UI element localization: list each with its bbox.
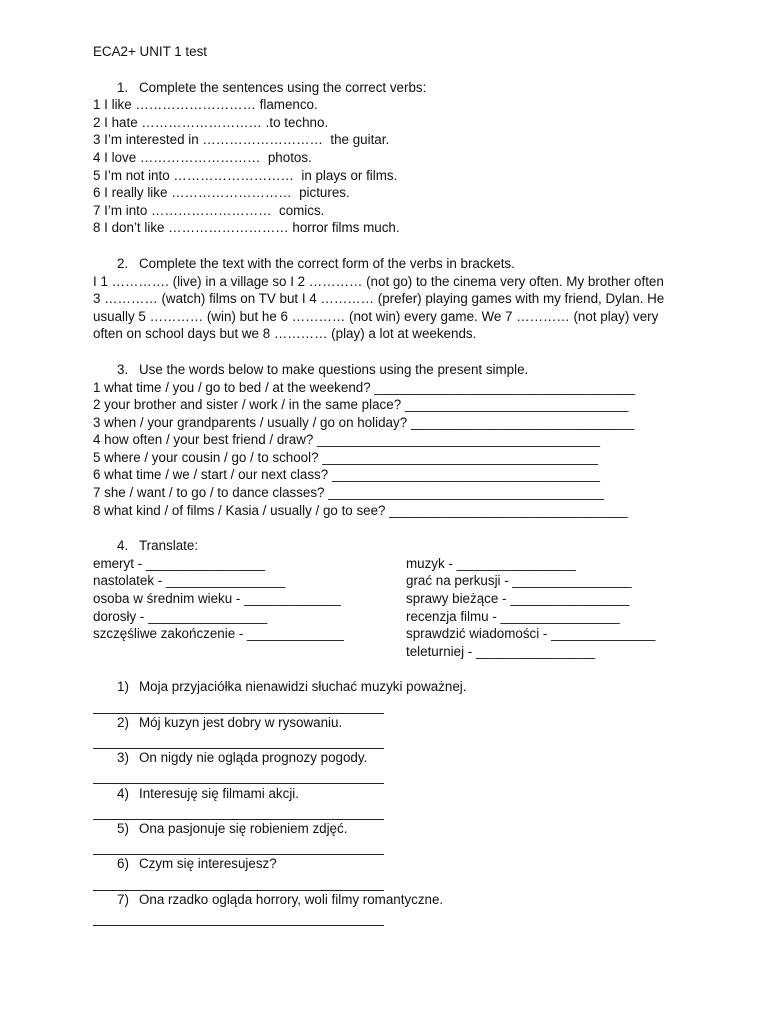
list-item: muzyk - ________________ [406, 555, 576, 571]
translate-left-column [93, 555, 406, 661]
sentence-item [93, 749, 693, 784]
list-item: sprawy bieżące - ________________ [406, 591, 630, 607]
sentence-item [93, 714, 693, 749]
list-item: nastolatek - ________________ [93, 573, 286, 589]
list-item: dorosły - ________________ [93, 608, 268, 624]
translate-right-column [406, 555, 686, 661]
sentence-text: 3) On nigdy nie ogląda prognozy pogody. [117, 750, 368, 766]
section-2-heading: 2. Complete the text with the correct form of the verbs in brackets. [117, 255, 515, 271]
list-item: 1 I like ……………………… flamenco. [93, 97, 318, 113]
section-4 [93, 537, 693, 660]
section-1-heading: 1. Complete the sentences using the correct verbs: [117, 79, 427, 95]
list-item: 7 I’m into ……………………… comics. [93, 202, 325, 218]
list-item: grać na perkusji - ________________ [406, 573, 632, 589]
list-item: teleturniej - ________________ [406, 643, 596, 659]
list-item: 5 where / your cousin / go / to school? _____________________________________ [93, 449, 598, 465]
sentence-item [93, 891, 693, 926]
list-item: szczęśliwe zakończenie - _____________ [93, 626, 344, 642]
section-1 [93, 79, 693, 237]
section-2-text: I 1 …………. (live) in a village so I 2 ………… (not go) to the cinema very often. My brother often 3 ………… (watch) films on TV but I 4 ………… (prefer) playing games with my friend, Dylan. He usually 5 ………… (win) but he 6 ………… (not win) every game. We 7 ………… (not play) very often on school days but we 8 ………… (play) a lot at weekends. [93, 273, 665, 342]
sentence-item [93, 855, 693, 890]
list-item: sprawdzić wiadomości - ______________ [406, 626, 656, 642]
list-item: 3 I’m interested in ……………………… the guitar. [93, 132, 390, 148]
list-item: 4 how often / your best friend / draw? ______________________________________ [93, 432, 601, 448]
list-item: 5 I’m not into ……………………… in plays or films. [93, 167, 398, 183]
list-item: 8 I don’t like ……………………… horror films much. [93, 220, 400, 236]
answer-line[interactable] [93, 731, 384, 749]
list-item: 6 I really like ……………………… pictures. [93, 185, 350, 201]
answer-line[interactable] [93, 767, 384, 785]
answer-line[interactable] [93, 838, 384, 856]
test-page [93, 43, 693, 926]
list-item: 1 what time / you / go to bed / at the weekend? ___________________________________ [93, 379, 636, 395]
sentence-item [93, 785, 693, 820]
sentence-item [93, 678, 693, 713]
list-item: 8 what kind / of films / Kasia / usually / go to see? ________________________________ [93, 502, 628, 518]
list-item: osoba w średnim wieku - _____________ [93, 591, 341, 607]
section-2 [93, 255, 693, 343]
section-5 [93, 678, 693, 926]
list-item: emeryt - ________________ [93, 555, 265, 571]
list-item: 6 what time / we / start / our next class? ____________________________________ [93, 467, 600, 483]
sentence-text: 4) Interesuję się filmami akcji. [117, 785, 299, 801]
section-3 [93, 361, 693, 519]
list-item: 2 your brother and sister / work / in the same place? ______________________________ [93, 397, 629, 413]
list-item: 3 when / your grandparents / usually / go on holiday? ______________________________ [93, 414, 635, 430]
list-item: 4 I love ……………………… photos. [93, 149, 312, 165]
sentence-text: 1) Moja przyjaciółka nienawidzi słuchać muzyki poważnej. [117, 679, 467, 695]
sentence-text: 2) Mój kuzyn jest dobry w rysowaniu. [117, 714, 343, 730]
answer-line[interactable] [93, 802, 384, 820]
translate-columns [93, 555, 693, 661]
section-4-heading: 4. Translate: [117, 538, 199, 554]
section-3-heading: 3. Use the words below to make questions using the present simple. [117, 361, 529, 377]
answer-line[interactable] [93, 908, 384, 926]
sentence-text: 6) Czym się interesujesz? [117, 856, 277, 872]
page-title: ECA2+ UNIT 1 test [93, 44, 207, 59]
answer-line[interactable] [93, 873, 384, 891]
answer-line[interactable] [93, 696, 384, 714]
sentence-text: 5) Ona pasjonuje się robieniem zdjęć. [117, 820, 348, 836]
list-item: recenzja filmu - ________________ [406, 608, 620, 624]
list-item: 2 I hate ……………………… .to techno. [93, 114, 329, 130]
sentence-text: 7) Ona rzadko ogląda horrory, woli filmy romantyczne. [117, 891, 444, 907]
list-item: 7 she / want / to go / to dance classes? _____________________________________ [93, 485, 604, 501]
sentence-item [93, 820, 693, 855]
